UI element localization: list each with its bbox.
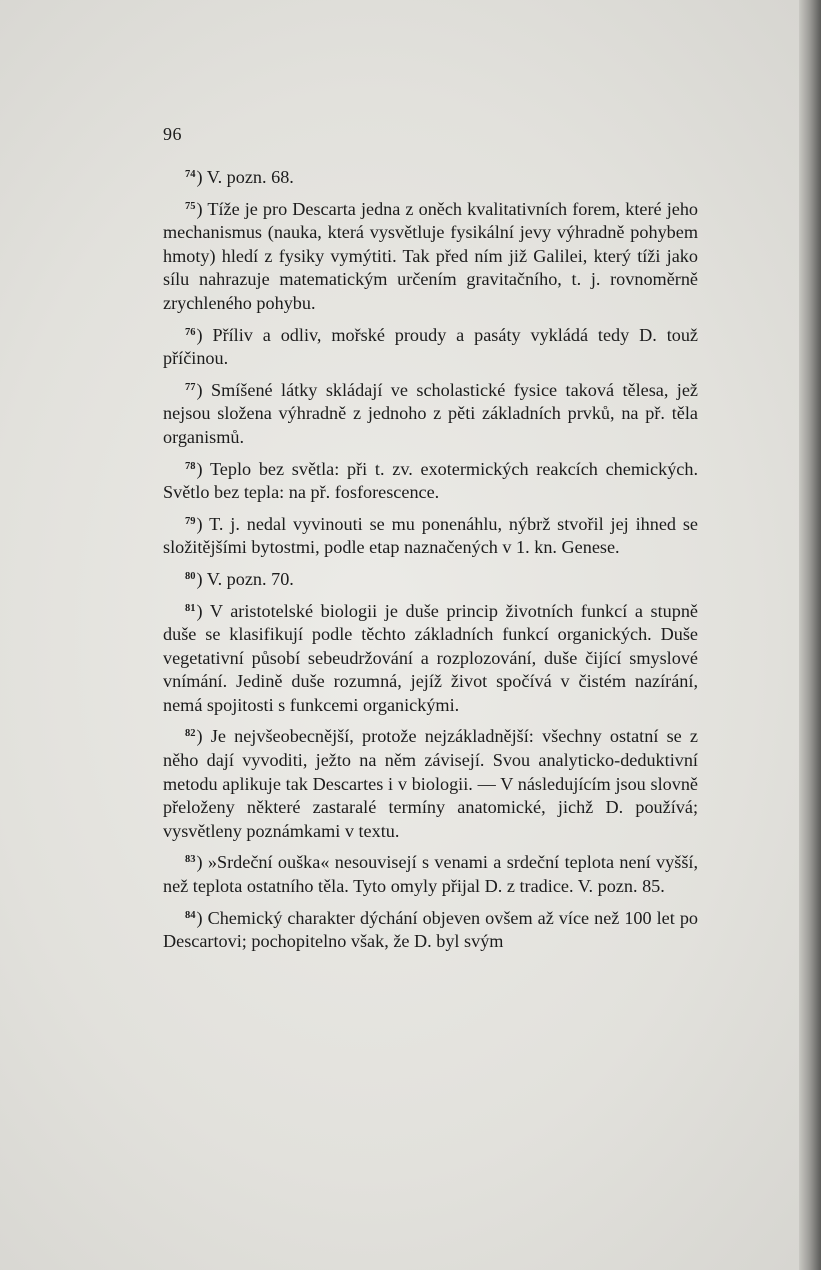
footnote: $^{75}$) Tíže je pro Descarta jedna z oněch kvalitativních forem, které jeho mechanismus (nauka, která vysvětluje fysikální jevy výhradně pohybem hmoty) hledí z fysiky vymýtiti. Tak před ním již Galilei, který tíži jako sílu nahrazuje matematickým určením gravitačního, t. j. rovnoměrně zrychleného pohybu.: [163, 198, 699, 313]
footnote: $^{81}$) V aristotelské biologii je duše princip životních funkcí a stupně duše se klasifikují podle těchto základních funkcí organických. Duše vegetativní působí sebeudržování a rozplozování, duše čijící smyslové vnímání. Jedině duše rozumná, jejíž život spočívá v čistém nazírání, nemá spojitosti s funkcemi organickými.: [163, 600, 699, 715]
footnote-number: 78: [185, 460, 196, 472]
footnote: $^{78}$) Teplo bez světla: při t. zv. exotermických reakcích chemických. Světlo bez tepla: na př. fosforescence.: [163, 458, 699, 503]
footnote: $^{77}$) Smíšené látky skládají ve scholastické fysice taková tělesa, jež nejsou složena výhradně z jednoho z pěti základních prvků, na př. těla organismů.: [163, 379, 699, 447]
footnote: $^{76}$) Příliv a odliv, mořské proudy a pasáty vykládá tedy D. touž příčinou.: [163, 324, 699, 369]
footnote-number: 81: [185, 602, 196, 614]
footnote: $^{83}$) »Srdeční ouška« nesouvisejí s venami a srdeční teplota není vyšší, než teplota ostatního těla. Tyto omyly přijal D. z tradice. V. pozn. 85.: [163, 852, 699, 897]
footnote-text: V. pozn. 70.: [206, 568, 294, 589]
footnote-number: 77: [185, 381, 196, 393]
footnote-number: 84: [185, 909, 196, 921]
footnote: $^{82}$) Je nejvšeobecnější, protože nejzákladnější: všechny ostatní se z něho dají vyvoditi, ježto na něm závisejí. Svou analyticko-deduktivní metodu aplikuje tak Descartes i v biologii. — V následujícím jsou slovně přeloženy některé zastaralé termíny anatomické, jichž D. používá; vysvětleny poznámkami v textu.: [163, 726, 699, 841]
footnote-text: Je nejvšeobecnější, protože nejzákladnější: všechny ostatní se z něho dají vyvoditi, ježto na něm závisejí. Svou analyticko-deduktivní metodu aplikuje tak Descartes i v biologii. — V následujícím jsou slovně přeloženy některé zastaralé termíny anatomické, jichž D. používá; vysvětleny poznámkami v textu.: [163, 726, 699, 841]
footnote-number: 75: [185, 200, 196, 212]
footnote-text: T. j. nedal vyvinouti se mu ponenáhlu, nýbrž stvořil jej ihned se složitějšími bytostmi, podle etap naznačených v 1. kn. Genese.: [163, 513, 699, 558]
footnote-text: V aristotelské biologii je duše princip životních funkcí a stupně duše se klasifikují podle těchto základních funkcí organických. Duše vegetativní působí sebeudržování a rozplozování, duše čijící smyslové vnímání. Jedině duše rozumná, jejíž život spočívá v čistém nazírání, nemá spojitosti s funkcemi organickými.: [163, 600, 699, 715]
footnote-text: Teplo bez světla: při t. zv. exotermických reakcích chemických. Světlo bez tepla: na př. fosforescence.: [163, 458, 699, 503]
footnote-number: 83: [185, 854, 196, 866]
footnote: $^{79}$) T. j. nedal vyvinouti se mu ponenáhlu, nýbrž stvořil jej ihned se složitějšími bytostmi, podle etap naznačených v 1. kn. Genese.: [163, 513, 699, 558]
footnote-text: Tíže je pro Descarta jedna z oněch kvalitativních forem, které jeho mechanismus (nauka, která vysvětluje fysikální jevy výhradně pohybem hmoty) hledí z fysiky vymýtiti. Tak před ním již Galilei, který tíži jako sílu nahrazuje matematickým určením gravitačního, t. j. rovnoměrně zrychleného pohybu.: [163, 198, 699, 313]
footnote-text: »Srdeční ouška« nesouvisejí s venami a srdeční teplota není vyšší, než teplota ostatního těla. Tyto omyly přijal D. z tradice. V. pozn. 85.: [163, 852, 699, 897]
footnote-number: 80: [185, 570, 196, 582]
footnote-text: Příliv a odliv, mořské proudy a pasáty vykládá tedy D. touž příčinou.: [163, 324, 699, 369]
footnote: $^{80}$) V. pozn. 70.: [185, 568, 294, 589]
footnote-number: 74: [185, 169, 196, 180]
footnote-text: V. pozn. 68.: [206, 167, 294, 187]
book-spine-shadow: [799, 0, 821, 1270]
footnote: $^{84}$) Chemický charakter dýchání objeven ovšem až více než 100 let po Descartovi; pochopitelno však, že D. byl svým: [163, 907, 699, 952]
footnote-number: 82: [185, 728, 196, 740]
footnotes-list: [163, 166, 698, 962]
footnote-number: 79: [185, 515, 196, 527]
page-number: 96: [163, 124, 182, 144]
footnote-number: 76: [185, 326, 196, 338]
footnote-text: Chemický charakter dýchání objeven ovšem až více než 100 let po Descartovi; pochopitelno však, že D. byl svým: [163, 907, 699, 952]
footnote: $^{74}$) V. pozn. 68.: [185, 167, 294, 187]
footnote-text: Smíšené látky skládají ve scholastické fysice taková tělesa, jež nejsou složena výhradně z jednoho z pěti základních prvků, na př. těla organismů.: [163, 379, 699, 447]
